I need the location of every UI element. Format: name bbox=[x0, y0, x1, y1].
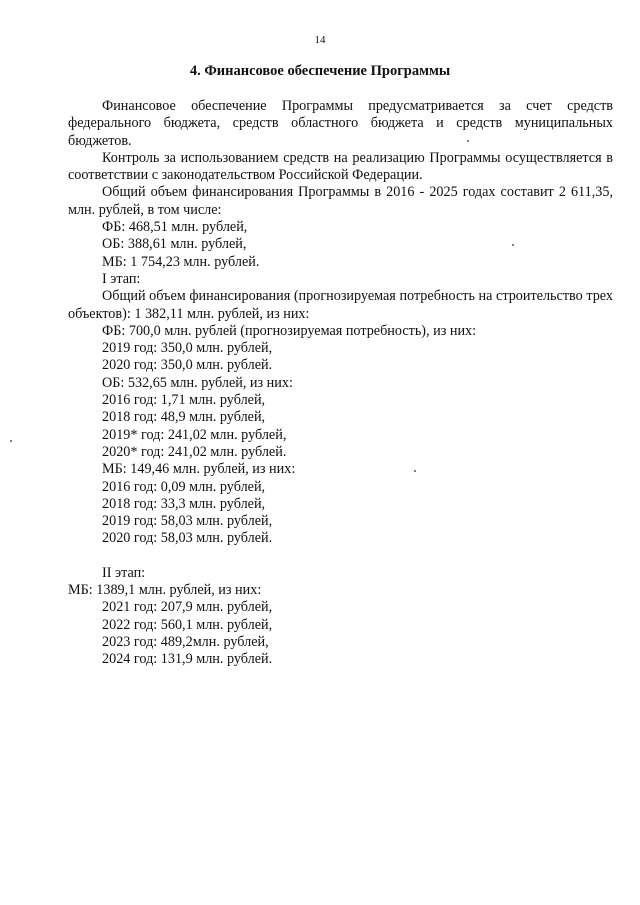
scan-speck bbox=[467, 140, 469, 142]
stage1-ob-year: 2018 год: 48,9 млн. рублей, bbox=[102, 409, 266, 426]
stage1-fb: ФБ: 700,0 млн. рублей (прогнозируемая потребность), из них: bbox=[102, 322, 477, 339]
funding-sources-paragraph: Финансовое обеспечение Программы предусматривается за счет средств федерального бюджета, средств областного бюджета и средств муниципальных бюджетов. bbox=[68, 98, 613, 149]
total-funding-paragraph: Общий объем финансирования Программы в 2016 - 2025 годах составит 2 611,35, млн. рублей, в том числе: bbox=[68, 184, 613, 218]
scan-speck bbox=[10, 440, 12, 442]
total-mb: МБ: 1 754,23 млн. рублей. bbox=[102, 253, 260, 270]
stage1-ob: ОБ: 532,65 млн. рублей, из них: bbox=[102, 374, 293, 391]
stage1-mb-year: 2016 год: 0,09 млн. рублей, bbox=[102, 478, 266, 495]
stage1-mb-year: 2018 год: 33,3 млн. рублей, bbox=[102, 495, 266, 512]
stage1-heading: I этап: bbox=[102, 270, 141, 287]
stage1-ob-year: 2019* год: 241,02 млн. рублей, bbox=[102, 426, 287, 443]
scan-speck bbox=[512, 244, 514, 246]
document-body bbox=[68, 98, 613, 669]
stage2-mb-year: 2024 год: 131,9 млн. рублей. bbox=[102, 651, 273, 668]
stage2-heading: II этап: bbox=[102, 564, 146, 581]
stage1-mb: МБ: 149,46 млн. рублей, из них: bbox=[102, 461, 296, 478]
stage2-mb-year: 2021 год: 207,9 млн. рублей, bbox=[102, 599, 273, 616]
total-fb: ФБ: 468,51 млн. рублей, bbox=[102, 219, 248, 236]
stage1-mb-year: 2020 год: 58,03 млн. рублей. bbox=[102, 530, 273, 547]
stage1-intro: Общий объем финансирования (прогнозируемая потребность на строительство трех объектов): 1 382,11 млн. рублей, из них: bbox=[68, 288, 613, 322]
section-title: 4. Финансовое обеспечение Программы bbox=[189, 63, 451, 79]
stage1-fb-year: 2019 год: 350,0 млн. рублей, bbox=[102, 340, 273, 357]
stage1-ob-year: 2020* год: 241,02 млн. рублей. bbox=[102, 443, 287, 460]
stage1-fb-year: 2020 год: 350,0 млн. рублей. bbox=[102, 357, 273, 374]
control-paragraph: Контроль за использованием средств на реализацию Программы осуществляется в соответствии с законодательством Российской Федерации. bbox=[68, 149, 613, 184]
stage2-mb: МБ: 1389,1 млн. рублей, из них: bbox=[68, 582, 262, 599]
page-number: 14 bbox=[314, 34, 326, 46]
stage1-mb-year: 2019 год: 58,03 млн. рублей, bbox=[102, 513, 273, 530]
stage2-mb-year: 2023 год: 489,2млн. рублей, bbox=[102, 633, 269, 650]
spacer bbox=[68, 548, 613, 565]
total-ob: ОБ: 388,61 млн. рублей, bbox=[102, 236, 247, 253]
scan-speck bbox=[414, 470, 416, 472]
stage1-ob-year: 2016 год: 1,71 млн. рублей, bbox=[102, 392, 266, 409]
stage2-mb-year: 2022 год: 560,1 млн. рублей, bbox=[102, 616, 273, 633]
